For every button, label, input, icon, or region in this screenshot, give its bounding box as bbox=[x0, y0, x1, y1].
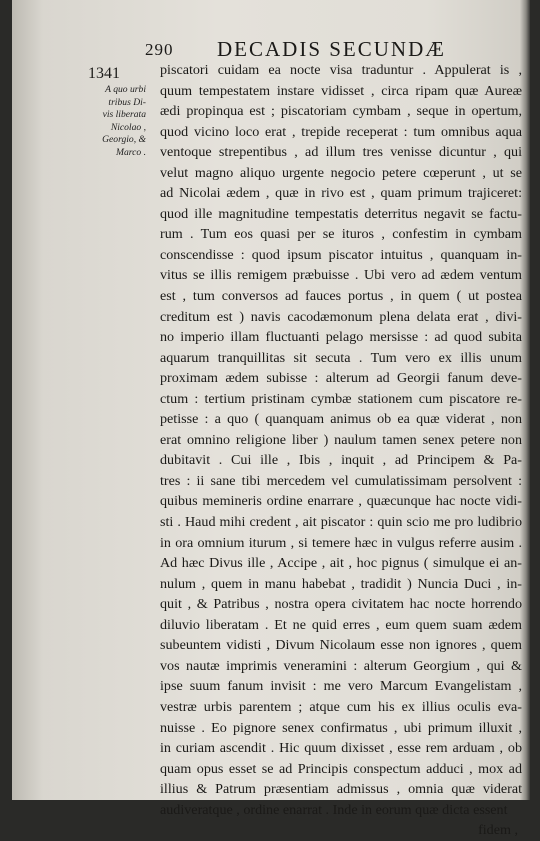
text-line: no imperio illam fluctuanti pelago mersisse : ad quod subita bbox=[160, 329, 522, 346]
text-line: Ad hæc Divus ille , Accipe , ait , hoc pignus ( simulque ei an- bbox=[160, 555, 522, 572]
text-line: quod ille magnitudine tempestatis deterritus negavit se factu- bbox=[160, 205, 522, 222]
text-line: quam opus esset se ad Principis conspectum adduci , mox ad bbox=[160, 760, 522, 777]
text-line: proximam ædem subisse : alterum ad Georgii fanum deve- bbox=[160, 370, 522, 387]
text-line: rum . Tum eos quasi per se ituros , confestim in cymbam bbox=[160, 226, 522, 243]
text-line: velut magno aliquo urgente negocio petere cœperunt , ut se bbox=[160, 164, 522, 181]
margin-note bbox=[74, 84, 146, 159]
margin-year: 1341 bbox=[88, 65, 120, 82]
body-text bbox=[160, 60, 522, 841]
running-head: DECADIS SECUNDÆ bbox=[217, 37, 446, 61]
margin-note-line: Nicolao , bbox=[110, 121, 146, 133]
text-line: audiveratque , ordine enarrat . Inde in eorum quæ dicta essent bbox=[160, 801, 508, 818]
book-page bbox=[12, 0, 530, 839]
text-line: vitus se illis remigem præbuisse . Ubi vero ad ædem ventum bbox=[160, 267, 522, 284]
text-line: in curiam ascendit . Hic quum dixisset , esse rem arduam , ob bbox=[160, 740, 522, 757]
text-line: est , tum conversos ad fauces portus , in quem ( ut postea bbox=[160, 288, 522, 305]
margin-note-line: A quo urbi bbox=[105, 84, 146, 95]
text-line: aquarum tranquillitas sit secuta . Tum vero ex illis unum bbox=[160, 349, 522, 366]
text-line: ædi propinqua est ; piscatoriam cymbam , seque in opertum, bbox=[160, 103, 522, 120]
text-line: piscatori cuidam ea nocte visa traduntur . Appulerat is , bbox=[160, 62, 522, 78]
text-line: tres : ii sane tibi mercedem vel cumulatissimam persolvent : bbox=[160, 472, 522, 489]
text-line: conscendisse : quod ipsum piscator intuitus , quanquam in- bbox=[160, 246, 522, 263]
text-line: erat omnino religione liber ) naulum tamen senex petere non bbox=[160, 431, 522, 448]
text-line: quum tempestatem instare vidisset , circa ripam quæ Aureæ bbox=[160, 82, 522, 99]
text-line: ad Nicolai ædem , quæ in rivo est , quam primum trajiceret: bbox=[160, 185, 522, 202]
text-line: dubitavit . Cui ille , Ibis , inquit , ad Principem & Pa- bbox=[160, 452, 522, 469]
text-line: in ora omnium iturum , si temere hæc in vulgus referre ausim . bbox=[160, 534, 522, 551]
margin-note-line: vis liberata bbox=[102, 109, 146, 120]
margin-note-line: Georgio, & bbox=[102, 134, 146, 145]
text-line: illius & Patrum præsentiam admissus , omnia quæ viderat bbox=[160, 781, 522, 798]
text-line: quit , & Patribus , nostra opera civitatem hac nocte horrendo bbox=[160, 596, 522, 613]
text-line: petisse : a quo ( quanquam animus ob ea quæ viderat , non bbox=[160, 411, 522, 428]
margin-note-line: tribus Di- bbox=[108, 96, 146, 108]
page-number: 290 bbox=[145, 40, 174, 59]
text-line: sti . Haud mihi credent , ait piscator : quin scio me pro ludibrio bbox=[160, 514, 522, 531]
text-line: ipse suum fanum invisit : me vero Marcum Evangelistam , bbox=[160, 678, 522, 695]
text-line: subeuntem vidisti , Divum Nicolaum esse non ignores , quem bbox=[160, 637, 522, 654]
text-line: nulum , quem in manu habebat , tradidit ) Nuncia Duci , in- bbox=[160, 575, 522, 592]
text-line: nuisse . Eo pignore senex confirmatus , ubi primum illuxit , bbox=[160, 719, 522, 736]
text-line: vos nautæ imprimis veneramini : alterum Georgium , qui & bbox=[160, 657, 522, 674]
text-line: ctum : tertium pristinam cymbæ stationem cum piscatore re- bbox=[160, 390, 522, 407]
text-line: creditum est ) navis cacodæmonum plena delata erat , divi- bbox=[160, 308, 522, 325]
text-line: quibus memineris ordine enarrare , quæcunque hac nocte vidi- bbox=[160, 493, 522, 510]
text-line: ventoque strepentibus , ad illum tres venisse dicuntur , qui bbox=[160, 144, 522, 161]
margin-note-line: Marco . bbox=[115, 146, 146, 158]
text-line: vestræ urbis parentem ; atque cum his ex illius oculis eva- bbox=[160, 698, 522, 715]
text-line: fidem , bbox=[478, 822, 518, 839]
text-line: quod vicino loco erat , trepide receperat : tum omnibus aqua bbox=[160, 123, 522, 140]
text-line: diluvio liberatam . Et ne quid erres , eum quem suam ædem bbox=[160, 616, 522, 633]
